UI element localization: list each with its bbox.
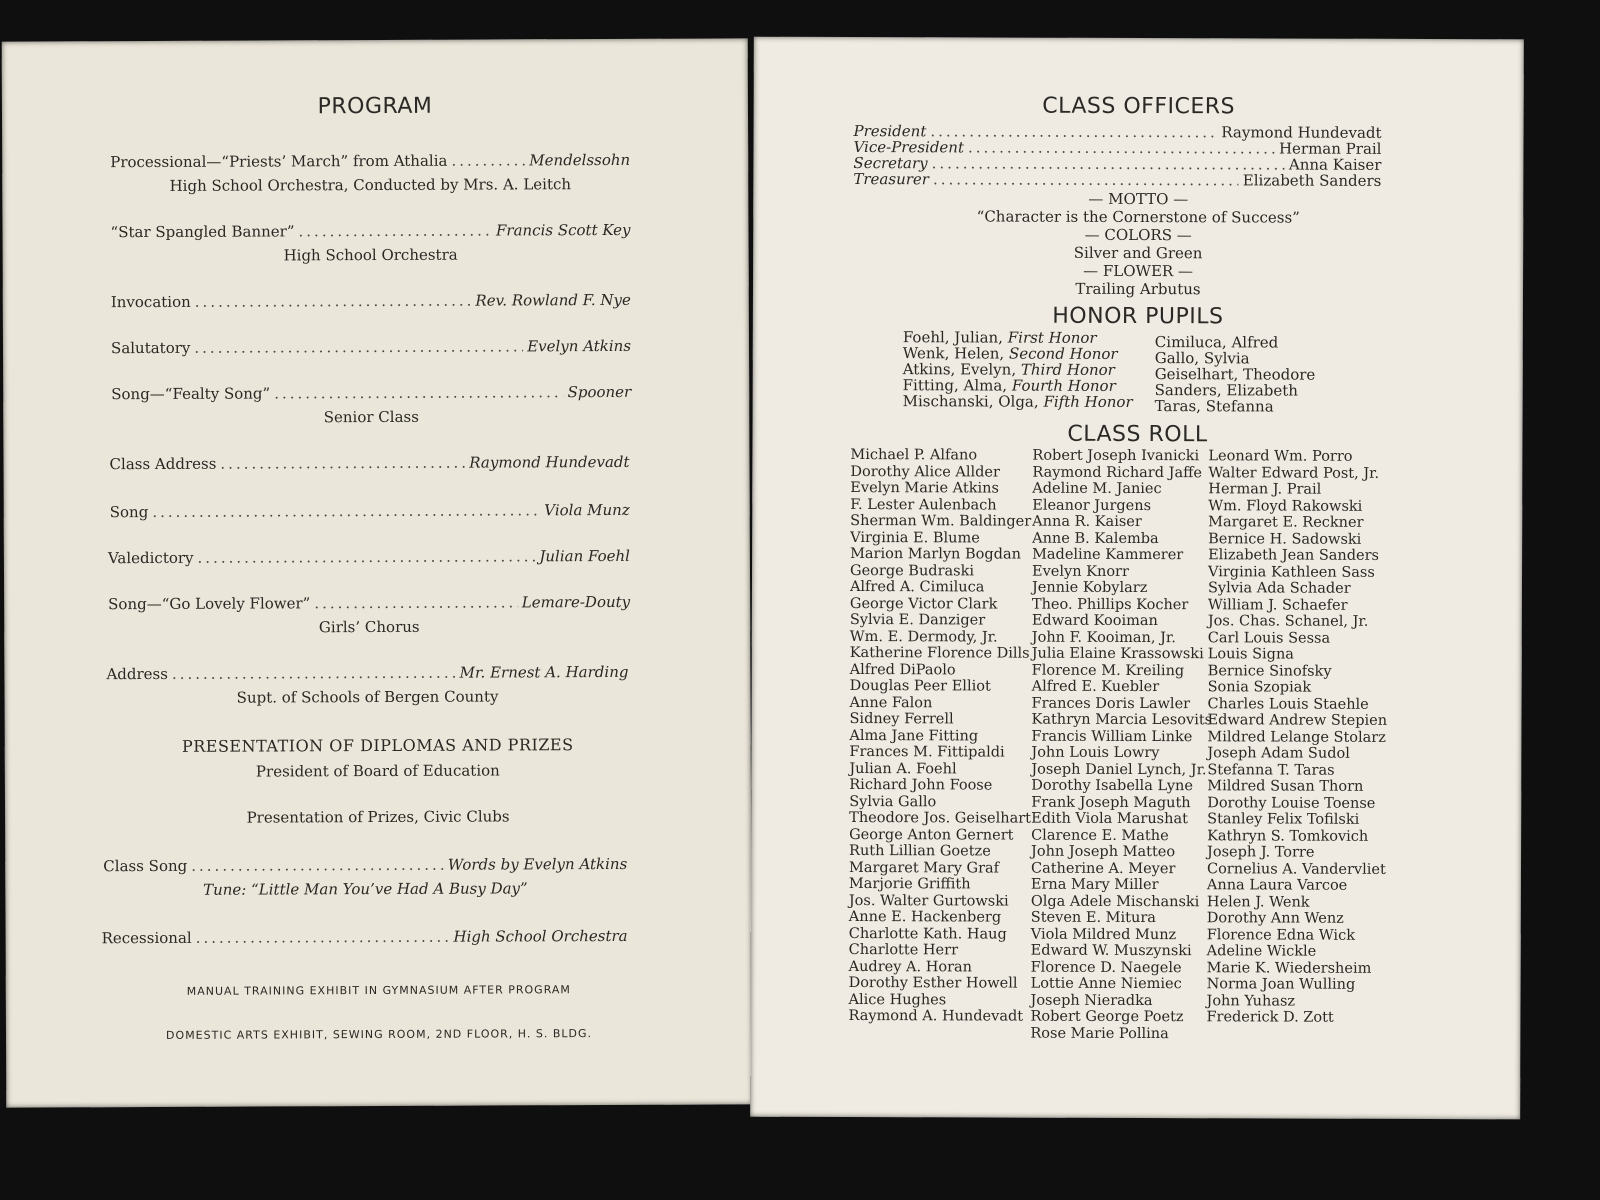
roll-name: Julia Elaine Krassowski xyxy=(1031,645,1204,663)
officer-name: Anna Kaiser xyxy=(1288,155,1382,174)
list-item: Wenk, Helen, Second Honor xyxy=(902,344,1118,363)
program-entry xyxy=(110,221,630,265)
flower-label: — FLOWER — xyxy=(1083,261,1194,281)
officer-role: Treasurer xyxy=(853,170,930,189)
honor-pupils-heading: HONOR PUPILS xyxy=(1052,303,1224,330)
leader-dots xyxy=(314,593,518,612)
roll-name: Alma Jane Fitting xyxy=(849,727,979,744)
domestic-arts-note: DOMESTIC ARTS EXHIBIT, SEWING ROOM, 2ND FLOOR, H. S. BLDG. xyxy=(166,1027,593,1042)
roll-name: Anna Laura Varcoe xyxy=(1206,877,1348,894)
roll-name: Sherman Wm. Baldinger xyxy=(850,512,1032,530)
officer-row xyxy=(853,171,1381,189)
leader-dots xyxy=(220,454,465,473)
officer-name: Raymond Hundevadt xyxy=(1221,123,1382,142)
entry-label: Address xyxy=(106,664,168,684)
roll-name: Katherine Florence Dills xyxy=(849,644,1030,662)
roll-name: Bernice Sinofsky xyxy=(1207,662,1332,680)
other-honor-list xyxy=(1155,334,1316,415)
roll-name: Richard John Foose xyxy=(849,776,993,794)
roll-name: Dorothy Louise Toense xyxy=(1207,794,1376,812)
roll-name: Sylvia Gallo xyxy=(849,793,937,810)
roll-name: Louis Signa xyxy=(1207,646,1294,663)
entry-performer: Evelyn Atkins xyxy=(527,336,632,356)
roll-name: Adeline M. Janiec xyxy=(1032,480,1162,498)
roll-name: Ruth Lillian Goetze xyxy=(849,842,991,860)
roll-name: Douglas Peer Elliot xyxy=(849,677,991,695)
leader-dots xyxy=(274,383,563,402)
list-item: Sanders, Elizabeth xyxy=(1154,381,1299,400)
entry-performer: Rev. Rowland F. Nye xyxy=(475,290,631,310)
list-item: Mischanski, Olga, Fifth Honor xyxy=(902,392,1133,411)
roll-name: Marie K. Wiedersheim xyxy=(1206,959,1372,977)
leader-dots xyxy=(932,155,1285,172)
roll-name: Dorothy Esther Howell xyxy=(848,974,1018,992)
list-item: Taras, Stefanna xyxy=(1154,397,1274,416)
roll-name: Audrey A. Horan xyxy=(848,958,973,975)
entry-detail: Senior Class xyxy=(323,407,419,427)
officer-name: Elizabeth Sanders xyxy=(1242,171,1382,190)
roll-name: Frederick D. Zott xyxy=(1206,1009,1334,1026)
leader-dots xyxy=(191,856,444,875)
roll-name: Raymond Richard Jaffe xyxy=(1032,464,1203,481)
leader-dots xyxy=(194,337,523,356)
class-song-entry xyxy=(103,855,627,899)
roll-name: Florence Edna Wick xyxy=(1206,926,1356,944)
roll-name: Charles Louis Staehle xyxy=(1207,695,1369,713)
roll-name: Theodore Jos. Geiselhart xyxy=(849,809,1032,827)
roll-name: Francis William Linke xyxy=(1031,728,1193,745)
roll-name: Norma Joan Wulling xyxy=(1206,976,1356,993)
entry-label: Salutatory xyxy=(110,338,191,358)
roll-name: Bernice H. Sadowski xyxy=(1208,530,1362,548)
roll-name: Alfred DiPaolo xyxy=(849,661,956,678)
entry-performer: Words by Evelyn Atkins xyxy=(447,854,628,874)
list-item: Gallo, Sylvia xyxy=(1154,349,1250,368)
roll-name: Sonia Szopiak xyxy=(1207,679,1312,696)
roll-name: Frank Joseph Maguth xyxy=(1031,794,1191,811)
entry-label: Processional—“Priests’ March” from Athalia xyxy=(110,151,448,172)
officer-row xyxy=(853,155,1381,173)
roll-name: Charlotte Kath. Haug xyxy=(848,925,1007,943)
roll-name: Robert Joseph Ivanicki xyxy=(1032,447,1200,465)
roll-name: John Joseph Matteo xyxy=(1031,843,1176,861)
roll-name: Rose Marie Pollina xyxy=(1030,1025,1169,1042)
program-entry xyxy=(108,547,630,567)
roll-name: Stanley Felix Tofilski xyxy=(1207,811,1360,828)
entry-label: Song—“Fealty Song” xyxy=(111,384,271,404)
roll-name: Joseph J. Torre xyxy=(1207,844,1315,861)
roll-name: Carl Louis Sessa xyxy=(1207,629,1331,647)
entry-detail: Supt. of Schools of Bergen County xyxy=(236,687,499,707)
roll-name: Joseph Daniel Lynch, Jr. xyxy=(1031,761,1207,778)
roll-name: Steven E. Mitura xyxy=(1030,909,1156,927)
roll-name: Mildred Susan Thorn xyxy=(1207,778,1364,795)
class-page xyxy=(750,37,1524,1120)
entry-label: Invocation xyxy=(110,292,191,312)
roll-name: Madeline Kammerer xyxy=(1032,546,1184,564)
roll-name: Virginia E. Blume xyxy=(850,529,980,546)
entry-label: “Star Spangled Banner” xyxy=(110,222,295,242)
class-roll-heading: CLASS ROLL xyxy=(1067,421,1208,448)
leader-dots xyxy=(298,221,492,240)
program-entry xyxy=(111,291,631,311)
officer-role: President xyxy=(853,122,927,141)
roll-name: Marion Marlyn Bogdan xyxy=(850,545,1021,563)
roll-name: Viola Mildred Munz xyxy=(1030,926,1177,943)
program-heading: PROGRAM xyxy=(317,93,433,120)
roll-name: Alfred A. Cimiluca xyxy=(849,578,985,596)
colors-text: Silver and Green xyxy=(1073,243,1203,263)
roll-name: Clarence E. Mathe xyxy=(1031,827,1169,844)
leader-dots xyxy=(968,139,1275,156)
officer-name: Herman Prail xyxy=(1278,139,1382,158)
roll-name: William J. Schaefer xyxy=(1207,596,1348,614)
program-page xyxy=(2,38,753,1107)
entry-performer: Lemare-Douty xyxy=(521,592,631,612)
roll-name: Alfred E. Kuebler xyxy=(1031,678,1160,696)
roll-name: Dorothy Isabella Lyne xyxy=(1031,777,1193,795)
program-entry xyxy=(108,593,630,637)
list-item: Fitting, Alma, Fourth Honor xyxy=(902,376,1116,395)
roll-name: Joseph Nieradka xyxy=(1030,992,1153,1009)
roll-name: Evelyn Marie Atkins xyxy=(850,479,999,497)
roll-name: Alice Hughes xyxy=(848,991,947,1008)
leader-dots xyxy=(933,171,1239,188)
class-roll-column-3 xyxy=(1206,448,1388,1026)
roll-name: Michael P. Alfano xyxy=(850,446,978,464)
list-item: Foehl, Julian, First Honor xyxy=(902,328,1097,347)
motto-label: — MOTTO — xyxy=(1088,189,1189,209)
class-roll-column-2 xyxy=(1030,448,1213,1043)
roll-name: Sylvia Ada Schader xyxy=(1207,580,1351,597)
leader-dots xyxy=(930,123,1217,140)
program-entry xyxy=(111,383,631,427)
colors-label: — COLORS — xyxy=(1084,225,1192,245)
leader-dots xyxy=(172,664,456,683)
roll-name: John Yuhasz xyxy=(1206,992,1296,1010)
program-entry xyxy=(110,501,630,521)
diplomas-heading: PRESENTATION OF DIPLOMAS AND PRIZES xyxy=(181,735,574,756)
program-entry xyxy=(110,151,630,195)
roll-name: George Anton Gernert xyxy=(849,826,1014,844)
entry-performer: Julian Foehl xyxy=(539,546,630,566)
roll-name: Adeline Wickle xyxy=(1206,943,1317,960)
roll-name: Margaret Mary Graf xyxy=(848,859,1000,877)
roll-name: F. Lester Aulenbach xyxy=(850,496,997,514)
roll-name: George Victor Clark xyxy=(849,595,998,613)
leader-dots xyxy=(195,292,472,311)
roll-name: Olga Adele Mischanski xyxy=(1030,893,1200,910)
class-roll-column-1 xyxy=(848,447,1032,1025)
roll-name: Dorothy Ann Wenz xyxy=(1206,910,1344,927)
roll-name: Robert George Poetz xyxy=(1030,1008,1184,1026)
roll-name: Frances M. Fittipaldi xyxy=(849,743,1005,761)
program-entry xyxy=(106,663,628,707)
entry-performer: Spooner xyxy=(567,382,632,402)
roll-name: Helen J. Wenk xyxy=(1206,893,1310,911)
entry-label: Recessional xyxy=(101,928,192,948)
entry-performer: Francis Scott Key xyxy=(495,220,631,240)
roll-name: Theo. Phillips Kocher xyxy=(1031,596,1189,613)
roll-name: Margaret E. Reckner xyxy=(1208,514,1364,531)
roll-name: Edward Kooiman xyxy=(1031,612,1158,630)
program-entry xyxy=(111,337,631,357)
roll-name: Walter Edward Post, Jr. xyxy=(1208,464,1380,482)
class-officers-heading: CLASS OFFICERS xyxy=(1042,93,1236,120)
roll-name: Erna Mary Miller xyxy=(1030,876,1159,894)
list-item: Atkins, Evelyn, Third Honor xyxy=(902,360,1115,379)
officer-row xyxy=(853,139,1381,157)
entry-performer: Raymond Hundevadt xyxy=(469,452,630,472)
manual-training-note: MANUAL TRAINING EXHIBIT IN GYMNASIUM AFTER PROGRAM xyxy=(186,983,571,998)
entry-performer: High School Orchestra xyxy=(453,926,628,946)
roll-name: Kathryn Marcia Lesovits xyxy=(1031,711,1213,729)
roll-name: Mildred Lelange Stolarz xyxy=(1207,728,1386,746)
roll-name: Elizabeth Jean Sanders xyxy=(1208,547,1380,564)
motto-text: “Character is the Cornerstone of Success” xyxy=(976,207,1300,227)
roll-name: Wm. Floyd Rakowski xyxy=(1208,497,1363,515)
roll-name: Sylvia E. Danziger xyxy=(849,611,986,629)
roll-name: Jos. Walter Gurtowski xyxy=(848,892,1009,910)
officer-role: Secretary xyxy=(853,154,928,173)
roll-name: George Budraski xyxy=(849,562,975,579)
roll-name: Wm. E. Dermody, Jr. xyxy=(849,628,998,646)
officer-role: Vice-President xyxy=(853,138,965,157)
roll-name: John Louis Lowry xyxy=(1031,744,1160,762)
roll-name: Cornelius A. Vandervliet xyxy=(1206,860,1386,878)
roll-name: Lottie Anne Niemiec xyxy=(1030,975,1182,993)
list-item: Geiselhart, Theodore xyxy=(1154,365,1316,384)
roll-name: Edith Viola Marushat xyxy=(1031,810,1188,828)
roll-name: Jos. Chas. Schanel, Jr. xyxy=(1207,613,1369,630)
leader-dots xyxy=(152,501,540,521)
civic-prizes: Presentation of Prizes, Civic Clubs xyxy=(246,807,510,827)
entry-label: Song xyxy=(109,502,149,522)
roll-name: Herman J. Prail xyxy=(1208,481,1322,498)
roll-name: Raymond A. Hundevadt xyxy=(848,1007,1024,1025)
program-entry xyxy=(109,453,629,473)
roll-name: Marjorie Griffith xyxy=(848,875,971,893)
roll-name: Eleanor Jurgens xyxy=(1032,497,1152,514)
roll-name: Florence M. Kreiling xyxy=(1031,662,1185,679)
roll-name: Leonard Wm. Porro xyxy=(1208,448,1353,465)
roll-name: Charlotte Herr xyxy=(848,941,959,959)
leader-dots xyxy=(197,547,535,566)
recessional-entry xyxy=(102,927,628,947)
flower-text: Trailing Arbutus xyxy=(1075,279,1201,299)
roll-name: Edward Andrew Stepien xyxy=(1207,712,1388,729)
roll-name: Frances Doris Lawler xyxy=(1031,695,1191,712)
roll-name: Edward W. Muszynski xyxy=(1030,942,1192,960)
entry-performer: Viola Munz xyxy=(544,500,630,520)
roll-name: Anne Falon xyxy=(849,694,933,711)
roll-name: Dorothy Alice Allder xyxy=(850,463,1000,481)
diplomas-presenter: President of Board of Education xyxy=(255,761,500,781)
roll-name: Julian A. Foehl xyxy=(849,760,957,777)
class-song-tune: Tune: “Little Man You’ve Had A Busy Day” xyxy=(203,879,528,899)
entry-performer: Mendelssohn xyxy=(529,150,631,170)
entry-performer: Mr. Ernest A. Harding xyxy=(459,662,629,682)
roll-name: Stefanna T. Taras xyxy=(1207,761,1335,779)
roll-name: Joseph Adam Sudol xyxy=(1207,745,1350,762)
roll-name: Catherine A. Meyer xyxy=(1030,860,1176,877)
roll-name: Jennie Kobylarz xyxy=(1031,579,1148,597)
roll-name: Anne B. Kalemba xyxy=(1032,530,1159,547)
entry-label: Class Song xyxy=(103,856,188,876)
roll-name: Anna R. Kaiser xyxy=(1032,513,1142,531)
leader-dots xyxy=(196,928,450,947)
roll-name: John F. Kooiman, Jr. xyxy=(1031,629,1176,646)
leader-dots xyxy=(451,151,525,169)
list-item: Cimiluca, Alfred xyxy=(1154,333,1279,352)
entry-label: Song—“Go Lovely Flower” xyxy=(108,594,311,614)
roll-name: Kathryn S. Tomkovich xyxy=(1207,827,1369,845)
roll-name: Evelyn Knorr xyxy=(1031,563,1129,580)
entry-detail: High School Orchestra, Conducted by Mrs. A. Leitch xyxy=(169,175,572,195)
roll-name: Florence D. Naegele xyxy=(1030,959,1182,976)
roll-name: Anne E. Hackenberg xyxy=(848,908,1002,926)
roll-name: Sidney Ferrell xyxy=(849,710,954,728)
entry-label: Valedictory xyxy=(107,548,194,568)
entry-label: Class Address xyxy=(109,454,217,474)
roll-name: Virginia Kathleen Sass xyxy=(1207,563,1375,581)
ranked-honor-list xyxy=(903,329,1133,410)
entry-detail: High School Orchestra xyxy=(283,245,458,265)
entry-detail: Girls’ Chorus xyxy=(318,617,420,637)
